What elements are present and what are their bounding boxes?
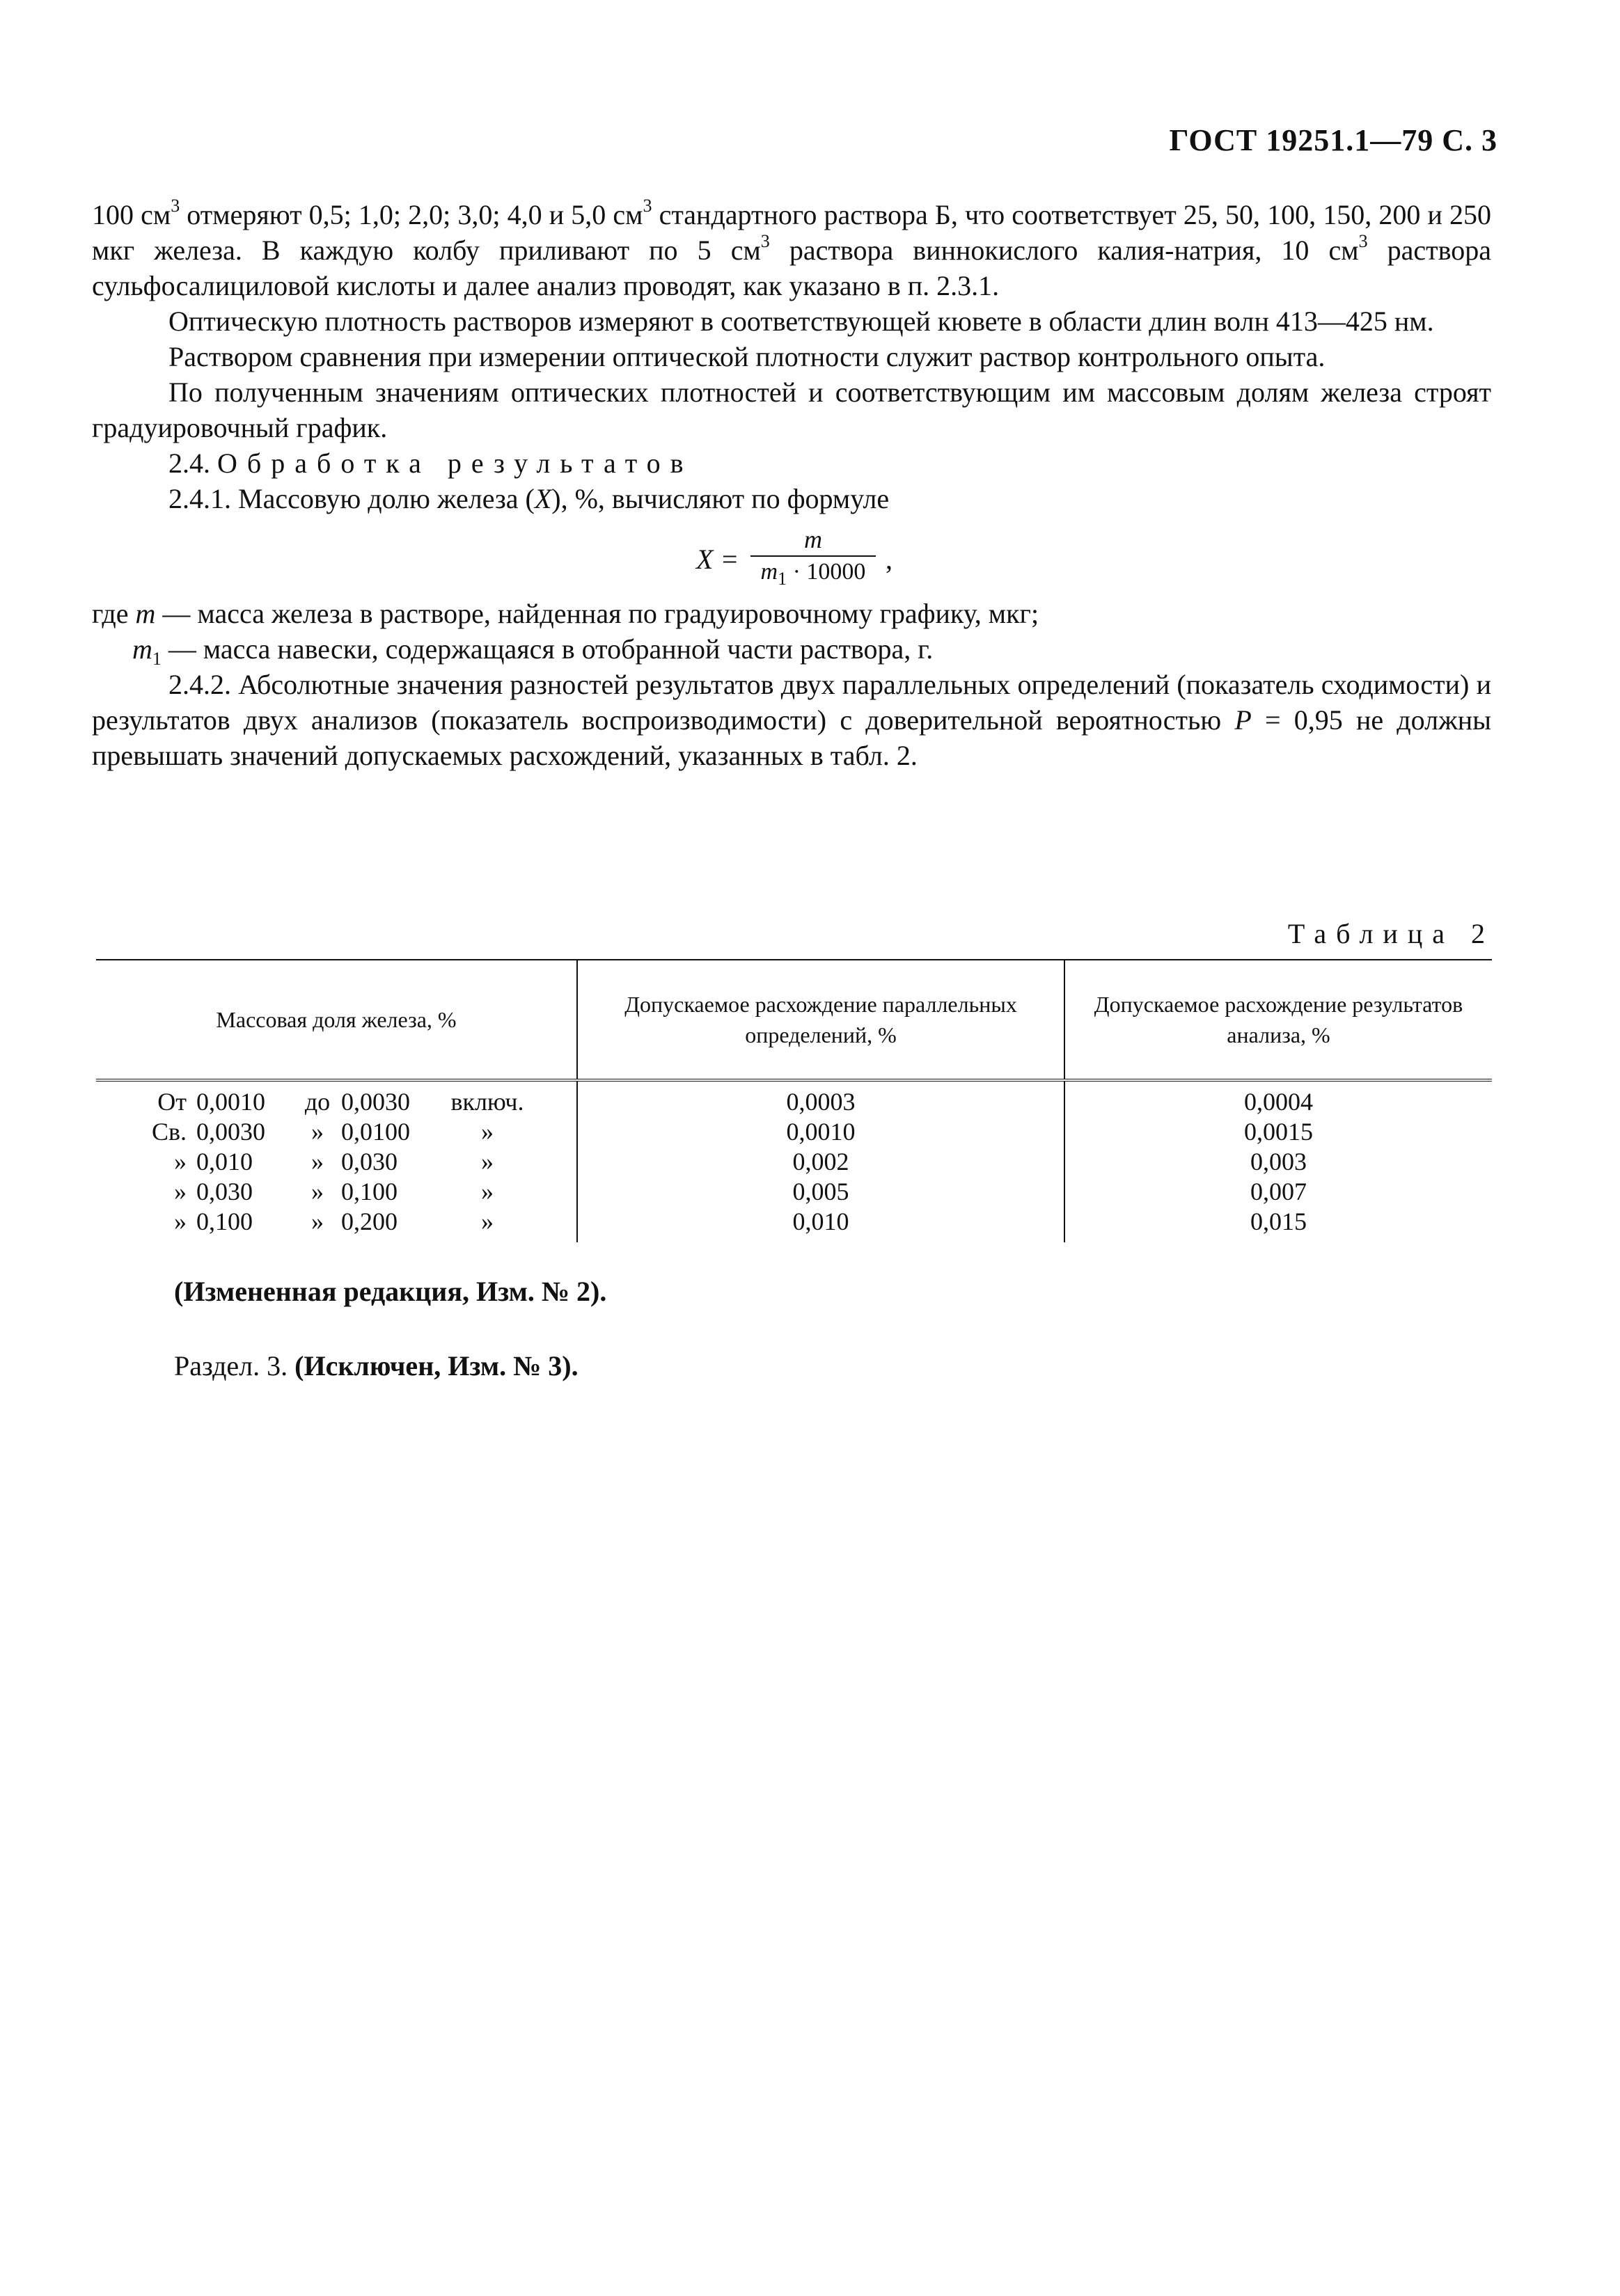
table-header-row (96, 960, 1492, 1080)
paragraph-calibration: 100 $см^3$ отмеряют 0,5; 1,0; 2,0; 3,0; 4,0 и 5,0 $см^3$ стандартного раствора Б, что соответствует 25, 50, 100, 150, 200 и 250 мкг железа. В каждую колбу приливают по 5 $см^3$ раствора виннокислого калия-натрия, 10 $см^3$ раствора сульфосалициловой кислоты и далее анализ проводят, как указано в п. 2.3.1. (92, 195, 1492, 301)
paragraph-2-4-1: 2.4.1. Массовую долю железа (X), %, вычисляют по формуле (168, 483, 890, 514)
header-mass-fraction: Массовая доля железа, % (96, 960, 577, 1080)
result-value: 0,015 (1064, 1207, 1492, 1242)
range-cell: От 0,0010 до 0,0030 включ. (157, 1088, 524, 1116)
result-value: 0,003 (1064, 1147, 1492, 1177)
paragraph-optical-density: Оптическую плотность растворов измеряют в соответствующей кювете в области длин волн 413—425 нм. (168, 306, 1434, 337)
paragraph-2-4-2: 2.4.2. Абсолютные значения разностей результатов двух параллельных определений (показатель сходимости) и результатов двух анализов (показатель воспроизводимости) с доверительной вероятностью P = 0,95 не должны превышать значений допускаемых расхождений, указанных в табл. 2. (92, 669, 1491, 771)
result-value: 0,0004 (1064, 1080, 1492, 1117)
table-row (96, 1207, 1492, 1242)
parallel-value: 0,0003 (577, 1080, 1064, 1117)
parallel-value: 0,0010 (577, 1117, 1064, 1147)
paragraph-calibration-graph: По полученным значениям оптических плотностей и соответствующим им массовым долям железа строят градуировочный график. (92, 377, 1491, 443)
document-body (92, 197, 1491, 773)
section-heading: 2.4. Обработка результатов (168, 448, 693, 479)
result-value: 0,0015 (1064, 1117, 1492, 1147)
amendment-notes (174, 1275, 606, 1382)
range-cell: Св. 0,0030 » 0,0100 » (151, 1118, 494, 1146)
header-result-tolerance: Допускаемое расхождение результатов анализа, % (1064, 960, 1492, 1080)
table-row (96, 1177, 1492, 1207)
table-caption: Таблица 2 (1287, 918, 1495, 949)
result-value: 0,007 (1064, 1177, 1492, 1207)
where-m1: $m_1$ — масса навески, содержащаяся в отобранной части раствора, г. (132, 633, 934, 669)
formula-fraction: m $m_1 \cdot 10000$ (750, 523, 876, 587)
range-cell: » 0,030 » 0,100 » (174, 1178, 494, 1205)
range-cell: » 0,100 » 0,200 » (174, 1208, 494, 1235)
paragraph-reference-solution: Раствором сравнения при измерении оптической плотности служит раствор контрольного опыта. (168, 341, 1326, 372)
table-row (96, 1080, 1492, 1117)
section-3-note: Раздел. 3. (Исключен, Изм. № 3). (174, 1350, 579, 1381)
parallel-value: 0,010 (577, 1207, 1064, 1242)
page-header: ГОСТ 19251.1—79 С. 3 (1169, 123, 1497, 157)
parallel-value: 0,002 (577, 1147, 1064, 1177)
amendment-note-2: (Измененная редакция, Изм. № 2). (174, 1276, 607, 1307)
table-row (96, 1147, 1492, 1177)
tolerance-table (96, 959, 1492, 1242)
where-m: где m — масса железа в растворе, найденная по градуировочному графику, мкг; (92, 598, 1039, 629)
range-cell: » 0,010 » 0,030 » (174, 1148, 494, 1175)
header-parallel-tolerance: Допускаемое расхождение параллельных определений, % (577, 960, 1064, 1080)
mass-fraction-formula: X = m $m_1 \cdot 10000$ , (696, 523, 1491, 593)
table-row (96, 1117, 1492, 1147)
parallel-value: 0,005 (577, 1177, 1064, 1207)
